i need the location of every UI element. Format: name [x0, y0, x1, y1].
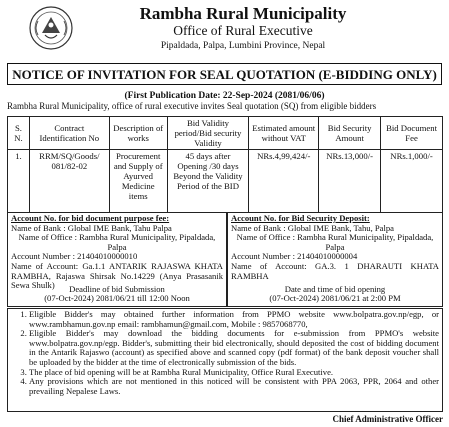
opening-label: Date and time of bid opening — [284, 283, 386, 294]
document-fee-account-title: Account No. for bid document purpose fee: — [11, 213, 170, 223]
cell-document-fee: NRs.1,000/- — [381, 150, 443, 213]
cell-contract-id: RRM/SQ/Goods/ 081/82-02 — [29, 150, 109, 213]
bid-details-table — [7, 116, 443, 213]
col-header-validity: Bid Validity period/Bid security Validity — [167, 117, 249, 150]
office-name: Office of Rural Executive — [173, 23, 313, 38]
col-header-sn: S. N. — [8, 117, 30, 150]
list-item: 3. The place of bid opening will be at Rambha Rural Municipality, Office Rural Executive. — [29, 368, 439, 378]
document-fee-office: Name of Office : Rambha Rural Municipality, Pipaldada, Palpa — [18, 232, 216, 252]
deadline-label: Deadline of bid Submission — [69, 283, 165, 294]
cell-sn: 1. — [8, 150, 30, 213]
intro-text: Rambha Rural Municipality, office of rural executive invites Seal quotation (SQ) from eligible bidders — [7, 101, 377, 111]
document-fee-bank: Name of Bank : Global IME Bank, Tahu Palpa — [11, 222, 172, 233]
org-address: Pipaldada, Palpa, Lumbini Province, Nepal — [160, 41, 326, 51]
col-header-estimated-amount: Estimated amount without VAT — [249, 117, 319, 150]
notes-box — [7, 308, 443, 412]
bid-security-account-title: Account No. for Bid Security Deposit: — [231, 213, 370, 223]
org-name: Rambha Rural Municipality — [139, 4, 347, 23]
col-header-contract-id: Contract Identification No — [29, 117, 109, 150]
notice-title: NOTICE OF INVITATION FOR SEAL QUOTATION (E-BIDDING ONLY) — [7, 63, 442, 85]
cell-validity: 45 days after Opening /30 days Beyond the Validity Period of the BID — [167, 150, 249, 213]
col-header-description: Description of works — [109, 117, 167, 150]
bid-opening-time — [228, 285, 442, 304]
document-fee-account-number: Account Number : 21404010000010 — [11, 251, 138, 262]
signature-title: Chief Administrative Officer — [332, 414, 443, 424]
cell-bid-security: NRs.13,000/- — [319, 150, 381, 213]
bid-security-account-number: Account Number : 21404010000004 — [231, 251, 358, 262]
deadline-value: (07-Oct-2024) 2081/06/21 till 12:00 Noon — [44, 293, 190, 304]
notes-list — [11, 310, 439, 396]
list-item: 4. Any provisions which are not mentioned in this noticed will be consistent with PPA 2063, PPR, 2064 and other prevailing Nepalese Laws. — [29, 377, 439, 396]
list-item: 1. Eligible Bidder's may obtained further information from PPMO website www.bolpatra.gov.np/egp, or www.rambhamun.gov.np email: rambhamun@gmail.com, Mobile : 9857068770, — [29, 310, 439, 329]
bid-security-bank: Name of Bank : Global IME Bank, Tahu, Palpa — [231, 222, 394, 233]
document-fee-account-box — [7, 212, 227, 307]
table-header-row — [8, 117, 443, 150]
bid-security-office: Name of Office : Rambha Rural Municipality, Pipaldada, Palpa — [236, 232, 434, 252]
bid-security-account-name: Name of Account: GA.3. 1 DHARAUTI KHATA RAMBHA — [231, 260, 439, 281]
opening-value: (07-Oct-2024) 2081/06/21 at 2:00 PM — [269, 293, 401, 304]
bid-security-account-box — [227, 212, 443, 307]
publication-date: (First Publication Date: 22-Sep-2024 (2081/06/06) — [124, 91, 325, 101]
list-item: 2. Eligible Bidder's may download the bidding documents for e-submission from PPMO's website www.bolpatra.gov.np/egp. Bidder's, submitting their bid electronically, should deposited the cost of bidding document in the Antarik Rajaswo (account) as specified above and scanned copy (pdf format) of the bank deposit voucher shall be uploaded by the bidder at the time of electronically submission of the bids. — [29, 329, 439, 367]
table-row — [8, 150, 443, 213]
cell-estimated-amount: NRs.4,99,424/- — [249, 150, 319, 213]
bid-submission-deadline — [8, 285, 226, 304]
document-fee-account-name: Name of Account: Ga.1.1 ANTARIK RAJASWA KHATA RAMBHA, Rajaswa Shirsak No.14229 (Anya Prasasanik Sewa Shulk) — [11, 260, 223, 291]
col-header-document-fee: Bid Document Fee — [381, 117, 443, 150]
cell-description: Procurement and Supply of Ayurved Medicine items — [109, 150, 167, 213]
col-header-bid-security: Bid Security Amount — [319, 117, 381, 150]
